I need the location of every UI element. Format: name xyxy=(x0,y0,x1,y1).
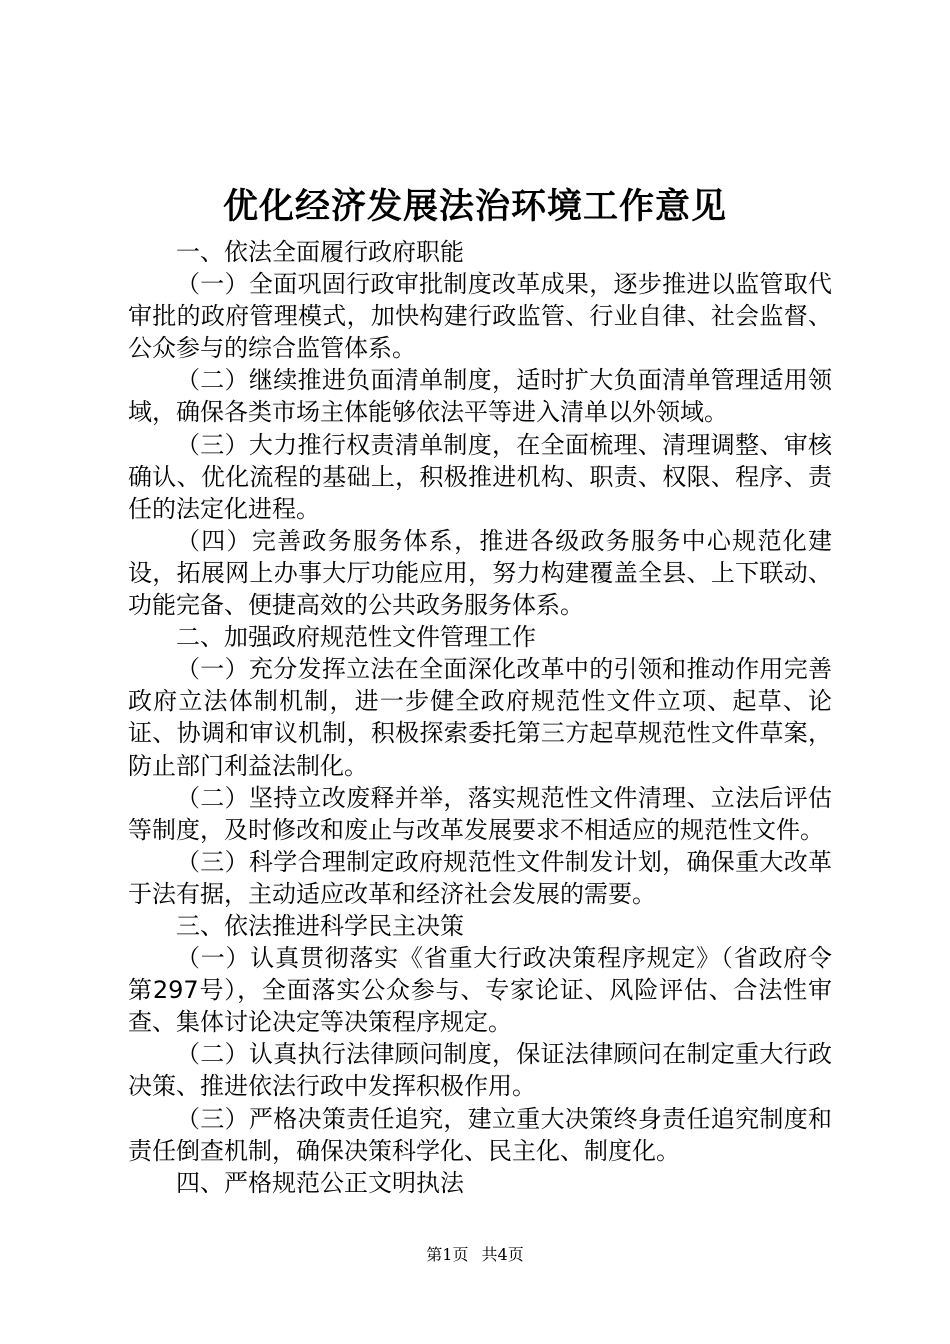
section-heading: 二、加强政府规范性文件管理工作 xyxy=(176,623,536,652)
section-heading: 四、严格规范公正文明执法 xyxy=(176,1168,464,1197)
paragraph: （三）科学合理制定政府规范性文件制发计划，确保重大改革于法有据，主动适应改革和经济社会发展的需要。 xyxy=(128,847,832,908)
section-heading: 一、依法全面履行政府职能 xyxy=(176,238,464,266)
document-body xyxy=(128,236,832,1199)
page-number: 第1页 xyxy=(426,1245,469,1264)
page-total: 共4页 xyxy=(481,1245,524,1264)
document-title: 优化经济发展法治环境工作意见 xyxy=(222,186,727,227)
paragraph: （三）严格决策责任追究，建立重大决策终身责任追究制度和责任倒查机制，确保决策科学化、民主化、制度化。 xyxy=(128,1104,832,1165)
page-footer xyxy=(0,1244,950,1266)
paragraph: （四）完善政务服务体系，推进各级政务服务中心规范化建设，拓展网上办事大厅功能应用，努力构建覆盖全县、上下联动、功能完备、便捷高效的公共政务服务体系。 xyxy=(128,526,832,620)
paragraph: （一）充分发挥立法在全面深化改革中的引领和推动作用完善政府立法体制机制，进一步健全政府规范性文件立项、起草、论证、协调和审议机制，积极探索委托第三方起草规范性文件草案，防止部门利益法制化。 xyxy=(128,655,832,780)
paragraph: （一）全面巩固行政审批制度改革成果，逐步推进以监管取代审批的政府管理模式，加快构建行政监管、行业自律、社会监督、公众参与的综合监管体系。 xyxy=(128,270,832,363)
paragraph: （二）认真执行法律顾问制度，保证法律顾问在制定重大行政决策、推进依法行政中发挥积极作用。 xyxy=(128,1040,832,1101)
paragraph: （三）大力推行权责清单制度，在全面梳理、清理调整、审核确认、优化流程的基础上，积极推进机构、职责、权限、程序、责任的法定化进程。 xyxy=(128,430,832,523)
paragraph: （二）继续推进负面清单制度，适时扩大负面清单管理适用领域，确保各类市场主体能够依法平等进入清单以外领域。 xyxy=(128,366,832,427)
paragraph: （一）认真贯彻落实《省重大行政决策程序规定》（省政府令第297号），全面落实公众参与、专家论证、风险评估、合法性审查、集体讨论决定等决策程序规定。 xyxy=(128,944,832,1037)
paragraph: （二）坚持立改废释并举，落实规范性文件清理、立法后评估等制度，及时修改和废止与改革发展要求不相适应的规范性文件。 xyxy=(128,783,832,844)
section-heading: 三、依法推进科学民主决策 xyxy=(176,911,464,940)
